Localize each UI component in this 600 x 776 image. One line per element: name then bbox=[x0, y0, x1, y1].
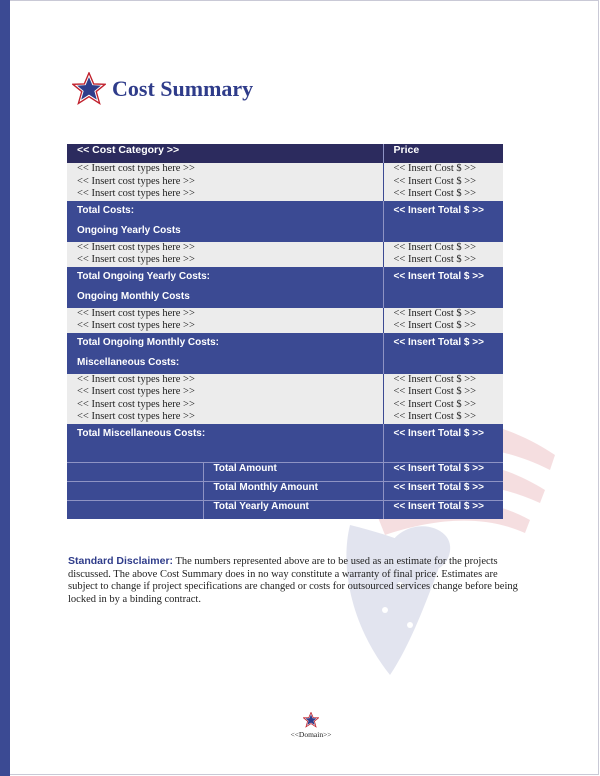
total-label-cell bbox=[67, 201, 383, 242]
cost-type-item: << Insert cost types here >> bbox=[77, 411, 195, 422]
price-header: Price bbox=[383, 144, 503, 163]
cost-types-cell bbox=[67, 163, 383, 201]
total-label: Total Costs: bbox=[77, 204, 135, 216]
page-title: Cost Summary bbox=[112, 76, 254, 101]
total-label: Total Ongoing Yearly Costs: bbox=[77, 270, 210, 282]
cost-price-item: << Insert Cost $ >> bbox=[393, 386, 477, 397]
summary-row bbox=[67, 481, 503, 500]
table-header-row bbox=[67, 144, 503, 163]
section-subtitle: Miscellaneous Costs: bbox=[77, 356, 180, 368]
total-label: Total Miscellaneous Costs: bbox=[77, 427, 206, 439]
summary-value: << Insert Total $ >> bbox=[383, 481, 503, 500]
total-value: << Insert Total $ >> bbox=[393, 336, 484, 348]
cost-price-item: << Insert Cost $ >> bbox=[393, 411, 477, 422]
footer bbox=[280, 712, 342, 739]
cost-price-item: << Insert Cost $ >> bbox=[393, 163, 477, 174]
cost-type-item: << Insert cost types here >> bbox=[77, 320, 195, 331]
total-value: << Insert Total $ >> bbox=[393, 427, 484, 439]
summary-label: Total Amount bbox=[203, 462, 383, 481]
cost-price-item: << Insert Cost $ >> bbox=[393, 175, 477, 187]
cost-type-item: << Insert cost types here >> bbox=[77, 175, 195, 187]
total-row bbox=[67, 201, 503, 242]
items-row bbox=[67, 374, 503, 424]
summary-row bbox=[67, 500, 503, 519]
summary-row bbox=[67, 462, 503, 481]
cost-prices-cell bbox=[383, 308, 503, 333]
cost-type-item: << Insert cost types here >> bbox=[77, 163, 195, 174]
total-value-cell bbox=[383, 424, 503, 463]
cost-type-item: << Insert cost types here >> bbox=[77, 307, 195, 319]
cost-prices-cell bbox=[383, 242, 503, 267]
total-value-cell bbox=[383, 201, 503, 242]
summary-value: << Insert Total $ >> bbox=[383, 462, 503, 481]
items-row bbox=[67, 163, 503, 201]
disclaimer-lead: Standard Disclaimer: bbox=[68, 555, 174, 567]
summary-value: << Insert Total $ >> bbox=[383, 500, 503, 519]
section-subtitle: Ongoing Yearly Costs bbox=[77, 224, 181, 236]
cost-type-item: << Insert cost types here >> bbox=[77, 386, 195, 397]
total-value-cell bbox=[383, 333, 503, 374]
title-block bbox=[72, 71, 253, 107]
summary-label: Total Monthly Amount bbox=[203, 481, 383, 500]
total-row bbox=[67, 267, 503, 308]
footer-domain: <<Domain>> bbox=[290, 730, 332, 739]
cost-type-item: << Insert cost types here >> bbox=[77, 188, 195, 199]
cost-prices-cell bbox=[383, 163, 503, 201]
total-label-cell bbox=[67, 333, 383, 374]
cost-types-cell bbox=[67, 308, 383, 333]
cost-type-item: << Insert cost types here >> bbox=[77, 398, 195, 410]
cost-price-item: << Insert Cost $ >> bbox=[393, 241, 477, 253]
cost-type-item: << Insert cost types here >> bbox=[77, 373, 195, 385]
total-label-cell bbox=[67, 424, 383, 463]
cost-type-item: << Insert cost types here >> bbox=[77, 254, 195, 265]
total-label-cell bbox=[67, 267, 383, 308]
disclaimer-text: The numbers represented above are to be used as an estimate for the projects discussed. The above Cost Summary does in no way constitute a warranty of final price. Estimates are subject to change if project specifications are changed or costs for outsourced services change before being locked in by a binding contract. bbox=[68, 556, 518, 605]
cost-summary-table bbox=[67, 144, 503, 519]
cost-types-cell bbox=[67, 242, 383, 267]
cost-type-item: << Insert cost types here >> bbox=[77, 241, 195, 253]
cost-price-item: << Insert Cost $ >> bbox=[393, 320, 477, 331]
total-value: << Insert Total $ >> bbox=[393, 270, 484, 282]
star-icon bbox=[72, 72, 106, 106]
total-row bbox=[67, 333, 503, 374]
section-subtitle: Ongoing Monthly Costs bbox=[77, 290, 190, 302]
cost-price-item: << Insert Cost $ >> bbox=[393, 188, 477, 199]
cost-price-item: << Insert Cost $ >> bbox=[393, 254, 477, 265]
items-row bbox=[67, 242, 503, 267]
total-value-cell bbox=[383, 267, 503, 308]
disclaimer-paragraph bbox=[68, 555, 520, 606]
cost-price-item: << Insert Cost $ >> bbox=[393, 307, 477, 319]
left-sidebar-stripe bbox=[0, 0, 10, 776]
summary-label: Total Yearly Amount bbox=[203, 500, 383, 519]
cost-price-item: << Insert Cost $ >> bbox=[393, 398, 477, 410]
items-row bbox=[67, 308, 503, 333]
cost-price-item: << Insert Cost $ >> bbox=[393, 373, 477, 385]
star-icon bbox=[303, 712, 319, 728]
total-label: Total Ongoing Monthly Costs: bbox=[77, 336, 220, 348]
total-row bbox=[67, 424, 503, 463]
category-header: << Cost Category >> bbox=[67, 144, 383, 163]
cost-prices-cell bbox=[383, 374, 503, 424]
total-value: << Insert Total $ >> bbox=[393, 204, 484, 216]
cost-types-cell bbox=[67, 374, 383, 424]
